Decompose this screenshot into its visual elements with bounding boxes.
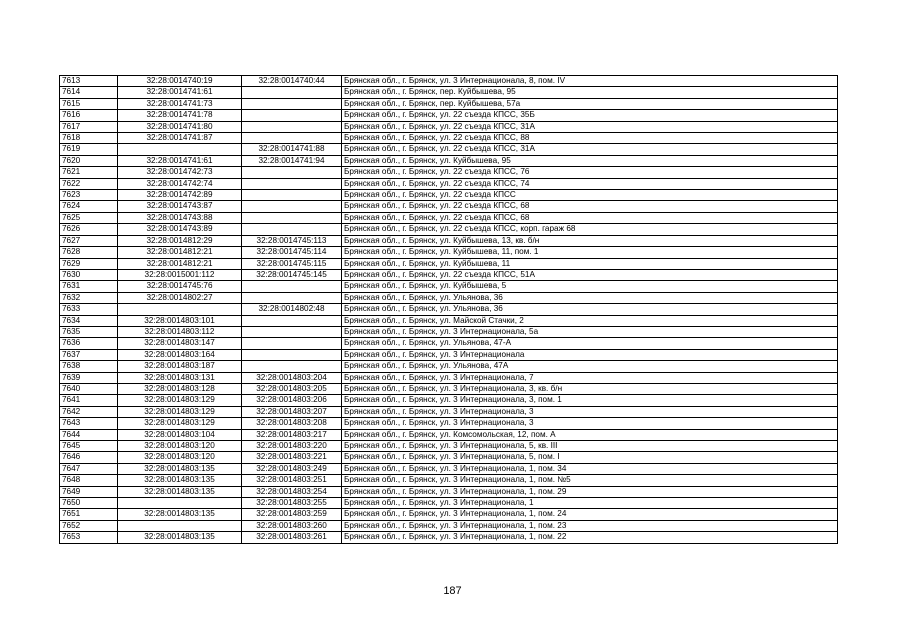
row-number-cell: 7630 [60, 269, 118, 280]
row-number-cell: 7623 [60, 190, 118, 201]
address-cell: Брянская обл., г. Брянск, ул. 3 Интернационала, 8, пом. IV [342, 76, 838, 87]
related-cadastral-number-cell: 32:28:0014740:44 [242, 76, 342, 87]
row-number-cell: 7614 [60, 87, 118, 98]
table-row [60, 395, 838, 406]
related-cadastral-number-cell [242, 110, 342, 121]
related-cadastral-number-cell [242, 315, 342, 326]
table-row [60, 532, 838, 543]
related-cadastral-number-cell [242, 121, 342, 132]
page-number: 187 [443, 585, 462, 597]
row-number-cell: 7633 [60, 304, 118, 315]
cadastral-number-cell: 32:28:0014803:135 [118, 532, 242, 543]
row-number-cell: 7626 [60, 224, 118, 235]
related-cadastral-number-cell: 32:28:0014745:145 [242, 269, 342, 280]
table-row [60, 167, 838, 178]
row-number-cell: 7627 [60, 235, 118, 246]
row-number-cell: 7652 [60, 520, 118, 531]
cadastral-number-cell: 32:28:0014803:129 [118, 395, 242, 406]
address-cell: Брянская обл., г. Брянск, ул. 3 Интернационала, 5, кв. III [342, 441, 838, 452]
table-row [60, 144, 838, 155]
address-cell: Брянская обл., г. Брянск, ул. 3 Интернационала, 3 [342, 418, 838, 429]
row-number-cell: 7637 [60, 349, 118, 360]
related-cadastral-number-cell [242, 361, 342, 372]
related-cadastral-number-cell: 32:28:0014803:217 [242, 429, 342, 440]
related-cadastral-number-cell [242, 326, 342, 337]
cadastral-number-cell: 32:28:0014803:104 [118, 429, 242, 440]
related-cadastral-number-cell [242, 281, 342, 292]
row-number-cell: 7629 [60, 258, 118, 269]
related-cadastral-number-cell [242, 133, 342, 144]
cadastral-number-cell: 32:28:0014741:78 [118, 110, 242, 121]
table-row [60, 281, 838, 292]
row-number-cell: 7625 [60, 212, 118, 223]
row-number-cell: 7647 [60, 463, 118, 474]
row-number-cell: 7636 [60, 338, 118, 349]
cadastral-number-cell: 32:28:0014741:61 [118, 87, 242, 98]
address-cell: Брянская обл., г. Брянск, ул. 3 Интернационала, 3, пом. 1 [342, 395, 838, 406]
cadastral-number-cell: 32:28:0014803:112 [118, 326, 242, 337]
address-cell: Брянская обл., г. Брянск, ул. 22 съезда КПСС, 35Б [342, 110, 838, 121]
row-number-cell: 7646 [60, 452, 118, 463]
row-number-cell: 7620 [60, 155, 118, 166]
address-cell: Брянская обл., г. Брянск, ул. Ульянова, 47А [342, 361, 838, 372]
table-row [60, 133, 838, 144]
row-number-cell: 7632 [60, 292, 118, 303]
row-number-cell: 7635 [60, 326, 118, 337]
row-number-cell: 7638 [60, 361, 118, 372]
related-cadastral-number-cell [242, 212, 342, 223]
address-cell: Брянская обл., г. Брянск, ул. Куйбышева, 11, пом. 1 [342, 247, 838, 258]
cadastral-number-cell: 32:28:0014803:129 [118, 418, 242, 429]
table-row [60, 463, 838, 474]
table-row [60, 326, 838, 337]
related-cadastral-number-cell: 32:28:0014803:261 [242, 532, 342, 543]
related-cadastral-number-cell: 32:28:0014803:205 [242, 383, 342, 394]
table-row [60, 315, 838, 326]
related-cadastral-number-cell [242, 178, 342, 189]
cadastral-number-cell: 32:28:0014745:76 [118, 281, 242, 292]
cadastral-number-cell: 32:28:0014812:21 [118, 258, 242, 269]
related-cadastral-number-cell: 32:28:0014803:206 [242, 395, 342, 406]
table-row [60, 418, 838, 429]
related-cadastral-number-cell: 32:28:0014745:114 [242, 247, 342, 258]
table-row [60, 498, 838, 509]
cadastral-number-cell: 32:28:0014743:87 [118, 201, 242, 212]
address-cell: Брянская обл., г. Брянск, ул. 3 Интернационала [342, 349, 838, 360]
row-number-cell: 7645 [60, 441, 118, 452]
cadastral-number-cell: 32:28:0014741:87 [118, 133, 242, 144]
cadastral-number-cell: 32:28:0014812:29 [118, 235, 242, 246]
row-number-cell: 7650 [60, 498, 118, 509]
address-cell: Брянская обл., г. Брянск, ул. 22 съезда КПСС, 68 [342, 212, 838, 223]
row-number-cell: 7622 [60, 178, 118, 189]
address-cell: Брянская обл., г. Брянск, ул. 3 Интернационала, 1, пом. 34 [342, 463, 838, 474]
related-cadastral-number-cell: 32:28:0014802:48 [242, 304, 342, 315]
related-cadastral-number-cell: 32:28:0014803:249 [242, 463, 342, 474]
cadastral-number-cell: 32:28:0014803:128 [118, 383, 242, 394]
address-cell: Брянская обл., г. Брянск, ул. Куйбышева, 95 [342, 155, 838, 166]
row-number-cell: 7634 [60, 315, 118, 326]
row-number-cell: 7618 [60, 133, 118, 144]
row-number-cell: 7649 [60, 486, 118, 497]
cadastral-number-cell: 32:28:0014743:89 [118, 224, 242, 235]
cadastral-number-cell: 32:28:0014803:135 [118, 509, 242, 520]
table-row [60, 98, 838, 109]
related-cadastral-number-cell [242, 190, 342, 201]
address-cell: Брянская обл., г. Брянск, ул. 3 Интернационала, 3, кв. б/н [342, 383, 838, 394]
table-row [60, 406, 838, 417]
address-cell: Брянская обл., г. Брянск, ул. 22 съезда КПСС [342, 190, 838, 201]
address-cell: Брянская обл., г. Брянск, пер. Куйбышева, 57а [342, 98, 838, 109]
table-row [60, 383, 838, 394]
address-cell: Брянская обл., г. Брянск, ул. 22 съезда КПСС, 74 [342, 178, 838, 189]
row-number-cell: 7616 [60, 110, 118, 121]
related-cadastral-number-cell [242, 224, 342, 235]
address-cell: Брянская обл., г. Брянск, ул. Куйбышева, 13, кв. б/н [342, 235, 838, 246]
table-row [60, 110, 838, 121]
address-cell: Брянская обл., г. Брянск, ул. 22 съезда КПСС, 31А [342, 121, 838, 132]
cadastral-number-cell: 32:28:0014741:80 [118, 121, 242, 132]
related-cadastral-number-cell: 32:28:0014803:255 [242, 498, 342, 509]
related-cadastral-number-cell: 32:28:0014803:220 [242, 441, 342, 452]
row-number-cell: 7641 [60, 395, 118, 406]
table-row [60, 349, 838, 360]
cadastral-number-cell: 32:28:0014803:101 [118, 315, 242, 326]
row-number-cell: 7613 [60, 76, 118, 87]
related-cadastral-number-cell [242, 201, 342, 212]
table-row [60, 87, 838, 98]
cadastral-number-cell: 32:28:0014803:131 [118, 372, 242, 383]
table-row [60, 235, 838, 246]
address-cell: Брянская обл., г. Брянск, ул. 3 Интернационала, 7 [342, 372, 838, 383]
related-cadastral-number-cell: 32:28:0014803:221 [242, 452, 342, 463]
table-row [60, 269, 838, 280]
register-table-body [60, 76, 838, 544]
row-number-cell: 7648 [60, 475, 118, 486]
table-row [60, 429, 838, 440]
row-number-cell: 7639 [60, 372, 118, 383]
table-row [60, 292, 838, 303]
cadastral-number-cell: 32:28:0014741:73 [118, 98, 242, 109]
table-row [60, 372, 838, 383]
row-number-cell: 7643 [60, 418, 118, 429]
address-cell: Брянская обл., г. Брянск, ул. 22 съезда КПСС, 68 [342, 201, 838, 212]
cadastral-number-cell: 32:28:0014742:89 [118, 190, 242, 201]
row-number-cell: 7617 [60, 121, 118, 132]
cadastral-number-cell [118, 498, 242, 509]
row-number-cell: 7615 [60, 98, 118, 109]
row-number-cell: 7651 [60, 509, 118, 520]
cadastral-number-cell: 32:28:0014741:61 [118, 155, 242, 166]
cadastral-register-table [59, 75, 838, 544]
related-cadastral-number-cell: 32:28:0014803:204 [242, 372, 342, 383]
cadastral-number-cell: 32:28:0014803:135 [118, 475, 242, 486]
table-row [60, 178, 838, 189]
row-number-cell: 7653 [60, 532, 118, 543]
cadastral-number-cell: 32:28:0014803:120 [118, 452, 242, 463]
cadastral-number-cell: 32:28:0014803:135 [118, 486, 242, 497]
related-cadastral-number-cell: 32:28:0014803:260 [242, 520, 342, 531]
row-number-cell: 7631 [60, 281, 118, 292]
row-number-cell: 7644 [60, 429, 118, 440]
related-cadastral-number-cell: 32:28:0014803:251 [242, 475, 342, 486]
address-cell: Брянская обл., г. Брянск, ул. 3 Интернационала, 1, пом. 29 [342, 486, 838, 497]
table-row [60, 247, 838, 258]
cadastral-number-cell: 32:28:0014803:120 [118, 441, 242, 452]
address-cell: Брянская обл., г. Брянск, ул. 3 Интернационала, 1, пом. 24 [342, 509, 838, 520]
table-row [60, 121, 838, 132]
related-cadastral-number-cell [242, 98, 342, 109]
address-cell: Брянская обл., г. Брянск, ул. Куйбышева, 5 [342, 281, 838, 292]
address-cell: Брянская обл., г. Брянск, ул. Ульянова, 36 [342, 292, 838, 303]
table-row [60, 486, 838, 497]
table-row [60, 190, 838, 201]
related-cadastral-number-cell: 32:28:0014803:207 [242, 406, 342, 417]
address-cell: Брянская обл., г. Брянск, ул. 22 съезда КПСС, 76 [342, 167, 838, 178]
cadastral-number-cell: 32:28:0014812:21 [118, 247, 242, 258]
cadastral-number-cell: 32:28:0014803:187 [118, 361, 242, 372]
cadastral-number-cell: 32:28:0014743:88 [118, 212, 242, 223]
address-cell: Брянская обл., г. Брянск, ул. Ульянова, 47-А [342, 338, 838, 349]
cadastral-number-cell [118, 144, 242, 155]
table-row [60, 441, 838, 452]
table-row [60, 304, 838, 315]
address-cell: Брянская обл., г. Брянск, ул. Майской Стачки, 2 [342, 315, 838, 326]
cadastral-number-cell: 32:28:0015001:112 [118, 269, 242, 280]
related-cadastral-number-cell: 32:28:0014803:254 [242, 486, 342, 497]
address-cell: Брянская обл., г. Брянск, ул. Комсомольская, 12, пом. А [342, 429, 838, 440]
table-row [60, 212, 838, 223]
address-cell: Брянская обл., г. Брянск, ул. 3 Интернационала, 1, пом. 23 [342, 520, 838, 531]
related-cadastral-number-cell [242, 338, 342, 349]
cadastral-number-cell: 32:28:0014803:129 [118, 406, 242, 417]
cadastral-number-cell: 32:28:0014803:147 [118, 338, 242, 349]
address-cell: Брянская обл., г. Брянск, ул. Куйбышева, 11 [342, 258, 838, 269]
table-row [60, 338, 838, 349]
table-row [60, 224, 838, 235]
related-cadastral-number-cell: 32:28:0014745:115 [242, 258, 342, 269]
address-cell: Брянская обл., г. Брянск, ул. 3 Интернационала, 1 [342, 498, 838, 509]
table-row [60, 258, 838, 269]
address-cell: Брянская обл., г. Брянск, ул. 3 Интернационала, 5, пом. I [342, 452, 838, 463]
cadastral-number-cell: 32:28:0014802:27 [118, 292, 242, 303]
related-cadastral-number-cell: 32:28:0014803:259 [242, 509, 342, 520]
table-row [60, 509, 838, 520]
address-cell: Брянская обл., г. Брянск, ул. 22 съезда КПСС, корп. гараж 68 [342, 224, 838, 235]
cadastral-number-cell: 32:28:0014740:19 [118, 76, 242, 87]
table-row [60, 155, 838, 166]
table-row [60, 76, 838, 87]
cadastral-number-cell: 32:28:0014742:73 [118, 167, 242, 178]
address-cell: Брянская обл., г. Брянск, ул. Ульянова, 36 [342, 304, 838, 315]
row-number-cell: 7621 [60, 167, 118, 178]
address-cell: Брянская обл., г. Брянск, ул. 22 съезда КПСС, 31А [342, 144, 838, 155]
address-cell: Брянская обл., г. Брянск, ул. 3 Интернационала, 1, пом. №5 [342, 475, 838, 486]
related-cadastral-number-cell: 32:28:0014741:94 [242, 155, 342, 166]
address-cell: Брянская обл., г. Брянск, ул. 22 съезда КПСС, 88 [342, 133, 838, 144]
address-cell: Брянская обл., г. Брянск, ул. 3 Интернационала, 3 [342, 406, 838, 417]
table-row [60, 201, 838, 212]
cadastral-number-cell [118, 520, 242, 531]
cadastral-number-cell: 32:28:0014803:135 [118, 463, 242, 474]
row-number-cell: 7640 [60, 383, 118, 394]
cadastral-number-cell [118, 304, 242, 315]
table-row [60, 520, 838, 531]
related-cadastral-number-cell: 32:28:0014741:88 [242, 144, 342, 155]
address-cell: Брянская обл., г. Брянск, ул. 3 Интернационала, 1, пом. 22 [342, 532, 838, 543]
table-row [60, 475, 838, 486]
related-cadastral-number-cell: 32:28:0014745:113 [242, 235, 342, 246]
related-cadastral-number-cell [242, 167, 342, 178]
address-cell: Брянская обл., г. Брянск, пер. Куйбышева, 95 [342, 87, 838, 98]
table-row [60, 452, 838, 463]
row-number-cell: 7624 [60, 201, 118, 212]
related-cadastral-number-cell: 32:28:0014803:208 [242, 418, 342, 429]
row-number-cell: 7642 [60, 406, 118, 417]
cadastral-number-cell: 32:28:0014742:74 [118, 178, 242, 189]
row-number-cell: 7628 [60, 247, 118, 258]
row-number-cell: 7619 [60, 144, 118, 155]
related-cadastral-number-cell [242, 349, 342, 360]
address-cell: Брянская обл., г. Брянск, ул. 3 Интернационала, 5а [342, 326, 838, 337]
address-cell: Брянская обл., г. Брянск, ул. 22 съезда КПСС, 51А [342, 269, 838, 280]
related-cadastral-number-cell [242, 87, 342, 98]
table-row [60, 361, 838, 372]
cadastral-number-cell: 32:28:0014803:164 [118, 349, 242, 360]
related-cadastral-number-cell [242, 292, 342, 303]
